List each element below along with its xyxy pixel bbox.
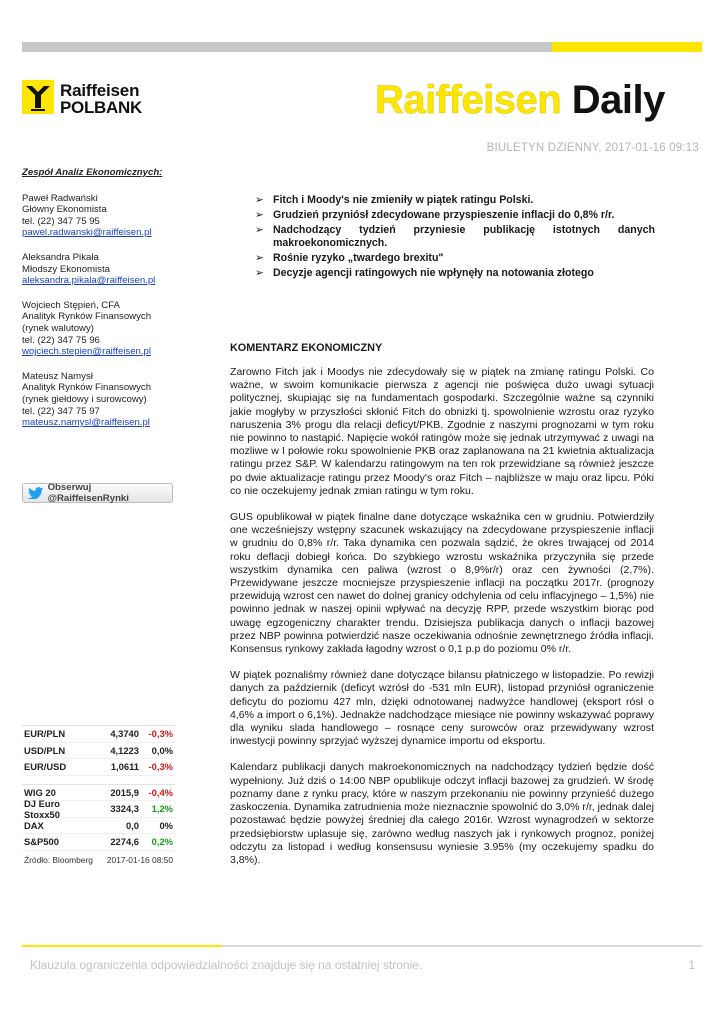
contact-name: Paweł Radwański <box>22 192 98 204</box>
contact-role: Główny Ekonomista <box>22 204 107 216</box>
commentary-paragraph: Kalendarz publikacji danych makroekonomicznych na nadchodzący tydzień będzie dość wypełniony. Już dziś o 14:00 NBP opublikuje odczyt inflacji bazowej za grudzień. W środę poznamy dane z rynku pracy, które w naszym przekonaniu nie powinny przynieść dużego zaskoczenia. Dynamika zatrudnienia może nieznacznie spowolnić do 3,0% r/r, jednak dalej pozostawać będzie powyżej średniej dla całego 2016r. Wzrost wynagrodzeń w sektorze przedsiębiorstw uplasuje się, zarówno według naszych jak i rynkowych prognoz, poniżej odczytu za listopad i według konsensusu wyniesie 3.95% (my oczekujemy spadku do 3,8%). <box>230 761 654 866</box>
contact-phone: tel. (22) 347 75 96 <box>22 334 100 346</box>
fx-rates-group <box>22 725 175 776</box>
brand-part2: Daily <box>571 78 665 122</box>
arrow-bullet-icon: ➢ <box>255 267 264 279</box>
instrument-change: -0,3% <box>148 728 173 740</box>
instrument-change: 0,2% <box>151 836 173 848</box>
table-row <box>22 759 175 776</box>
contact-extra: (rynek giełdowy i surowcowy) <box>22 393 147 405</box>
contact-card <box>22 252 192 287</box>
highlight-item <box>255 267 655 280</box>
highlight-text: Nadchodzący tydzień przyniesie publikację istotnych danych makroekonomicznych. <box>273 224 655 249</box>
twitter-follow-label: Obserwuj @RaiffeisenRynki <box>47 482 129 504</box>
instrument-name: USD/PLN <box>24 744 66 756</box>
arrow-bullet-icon: ➢ <box>255 252 264 264</box>
instrument-change: 1,2% <box>151 803 173 815</box>
twitter-follow-button[interactable] <box>22 483 173 503</box>
highlight-item <box>255 209 655 222</box>
market-timestamp: 2017-01-16 08:50 <box>106 854 173 865</box>
highlight-text: Grudzień przyniósł zdecydowane przyspieszenie inflacji do 0,8% r/r. <box>273 209 615 221</box>
top-bar <box>22 42 702 52</box>
table-row <box>22 818 175 835</box>
contact-name: Mateusz Namysł <box>22 370 93 382</box>
contact-phone: tel. (22) 347 75 95 <box>22 215 100 227</box>
instrument-name: S&P500 <box>24 836 59 848</box>
market-table <box>22 725 175 865</box>
contact-card <box>22 193 192 239</box>
table-row <box>22 834 175 851</box>
contact-email-link[interactable]: mateusz.namysl@raiffeisen.pl <box>22 417 150 429</box>
logo-line2: POLBANK <box>60 98 142 117</box>
logo-line1: Raiffeisen <box>60 81 140 100</box>
instrument-change: 0,0% <box>151 744 173 756</box>
commentary-body <box>230 366 654 880</box>
highlight-item <box>255 224 655 250</box>
instrument-value: 3324,3 <box>110 803 139 815</box>
bulletin-date: BIULETYN DZIENNY, 2017-01-16 09:13 <box>486 142 699 154</box>
table-gap <box>22 776 175 784</box>
arrow-bullet-icon: ➢ <box>255 209 264 221</box>
instrument-change: -0,4% <box>148 786 173 798</box>
commentary-paragraph: W piątek poznaliśmy również dane dotyczące bilansu płatniczego w listopadzie. Po rewizji danych za październik (deficyt wzrósł do -531 mln EUR), listopad przyniósł ograniczenie deficytu do poziomu 427 mln, dzięki odnotowanej nadwyżce handlowej (eksport rósł o 4,6% a import o 6,1%). Jednakże nadchodzące miesiące nie powinny wskazywać poprawy dla wyniku slada handlowego – rosnące ceny surowców oraz przewidywany wzrost inwestycji powinny sprzyjać wyższej dynamice importu od eksportu. <box>230 669 654 748</box>
contact-email-link[interactable]: aleksandra.pikala@raiffeisen.pl <box>22 275 156 287</box>
contact-email-link[interactable]: wojciech.stepien@raiffeisen.pl <box>22 346 152 358</box>
instrument-value: 1,0611 <box>110 761 139 773</box>
market-source: Źródło: Bloomberg <box>24 854 93 865</box>
twitter-bird-icon <box>28 487 44 499</box>
highlight-item <box>255 252 655 265</box>
instrument-name: DAX <box>24 819 44 831</box>
commentary-paragraph: GUS opublikował w piątek finalne dane dotyczące wskaźnika cen w grudniu. Potwierdziły one wcześniejszy wstępny szacunek wskazujący na zdecydowane przyspieszenie inflacji w grudniu do 0,8% r/r. Taka dynamika cen pozwala sądzić, że okres trwającej od 2014 roku deflacji dobiegł końca. Do szybkiego wzrostu wskaźnika przyczyniła się przede wszystkim dynamika cen paliwa (wzrost o 8,9%r/r) oraz cen żywności (2,7%). Przewidywane jeszcze mocniejsze przyspieszenie inflacji na początku 2017r. (prognozy przewidują wzrost cen nawet do dolnej granicy odchylenia od celu inflacyjnego – 1,5%) nie powinno jednak w naszej opinii wpływać na decyzję RPP, przede wszystkim biorąc pod uwagę egzogeniczny charakter trendu. Dzisiejsza publikacja danych o inflacji bazowej przez NBP powinna potwierdzić nasze oczekiwania odnośnie zewnętrznego źródła inflacji. Konsensus rynkowy zakłada łagodny wzrost o 0,1 p.p do poziomu 0% r/r. <box>230 511 654 656</box>
top-bar-accent <box>552 42 702 52</box>
table-row <box>22 743 175 760</box>
section-title: KOMENTARZ EKONOMICZNY <box>230 342 383 354</box>
equity-indices-group <box>22 784 175 851</box>
highlight-item <box>255 194 655 207</box>
instrument-change: -0,3% <box>148 761 173 773</box>
highlight-text: Rośnie ryzyko „twardego brexitu" <box>273 252 444 264</box>
arrow-bullet-icon: ➢ <box>255 224 264 236</box>
instrument-value: 0,0 <box>125 819 139 831</box>
instrument-change: 0% <box>159 819 173 831</box>
contact-name: Wojciech Stępień, CFA <box>22 299 120 311</box>
highlight-text: Decyzje agencji ratingowych nie wpłynęły na notowania złotego <box>273 267 594 279</box>
contact-card <box>22 300 192 358</box>
table-row <box>22 797 175 820</box>
instrument-name: EUR/PLN <box>24 728 66 740</box>
highlight-text: Fitch i Moody's nie zmieniły w piątek ratingu Polski. <box>273 194 534 206</box>
highlights-list <box>255 194 655 282</box>
instrument-value: 2274,6 <box>110 836 139 848</box>
arrow-bullet-icon: ➢ <box>255 194 264 206</box>
instrument-name: EUR/USD <box>24 761 67 773</box>
contact-phone: tel. (22) 347 75 97 <box>22 405 100 417</box>
raiffeisen-polbank-logo <box>22 80 187 120</box>
page-number: 1 <box>688 958 695 972</box>
contact-name: Aleksandra Pikała <box>22 251 99 263</box>
contact-email-link[interactable]: pawel.radwanski@raiffeisen.pl <box>22 227 152 239</box>
footer-disclaimer: Klauzula ograniczenia odpowiedzialności znajduje się na ostatniej stronie. <box>30 958 423 972</box>
contact-role: Analityk Rynków Finansowych <box>22 311 152 323</box>
instrument-value: 2015,9 <box>110 786 139 798</box>
commentary-paragraph: Zarowno Fitch jak i Moodys nie zdecydowały się w piątek na zmianę ratingu Polski. Co ważne, w swoim komunikacie pierwsza z agencji nie poświęca dużo uwagi sytuacji politycznej, skupiając się na fundamentach gospodarki. Szczególnie ważne są czynniki jakie mogłyby w przyszłości skłonić Fitch do obnizki tj. spowolnienie wzrostu oraz ryzyko naruszenia 3% progu dla relacji deficyt/PKB. Zgodnie z naszymi prognozami w tym roku nie powinno to nastąpić. Napięcie wokół ratingów może się jednak utrzymywać z uwagi na mozliwe w I połowie roku spowolnienie PKB oraz zaplanowana na 21 kwietnia aktualizacja ratingu przez S&P. W kalendarzu ratingowym na ten rok przewidziane są również jeszcze po dwie aktualizacje ratingu przez Moody's oraz Fitch – najbliższe w maju oraz lipcu. Póki co nie oczekujemy jednak zmian ratingu w tym roku. <box>230 366 654 497</box>
contact-extra: (rynek walutowy) <box>22 322 94 334</box>
footer-line-accent <box>22 945 222 947</box>
table-row <box>22 726 175 743</box>
brand-title <box>375 78 665 123</box>
contact-role: Analityk Rynków Finansowych <box>22 382 152 394</box>
instrument-value: 4,1223 <box>110 744 139 756</box>
market-source-row <box>22 855 175 865</box>
contact-role: Młodszy Ekonomista <box>22 263 110 275</box>
instrument-name: WIG 20 <box>24 786 56 798</box>
footer-line <box>22 945 702 947</box>
team-title: Zespół Analiz Ekonomicznych: <box>22 167 163 178</box>
contact-card <box>22 371 192 429</box>
brand-part1: Raiffeisen <box>375 78 562 122</box>
instrument-value: 4,3740 <box>110 728 139 740</box>
gable-cross-icon <box>22 80 54 114</box>
instrument-name: DJ Euro Stoxx50 <box>24 797 60 820</box>
team-sidebar <box>22 167 192 442</box>
